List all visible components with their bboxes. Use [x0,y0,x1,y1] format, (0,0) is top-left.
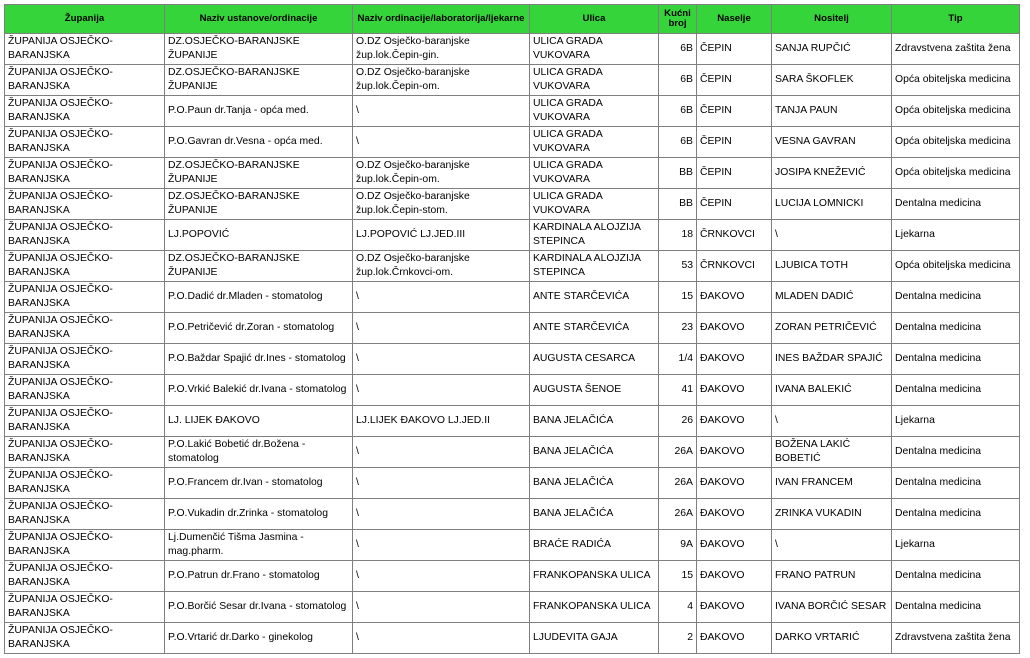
cell-kucni-broj[interactable]: BB [659,158,697,189]
column-header-zupanija: Županija [5,5,165,34]
cell-naselje[interactable]: ĐAKOVO [697,406,772,437]
cell-ulica[interactable]: FRANKOPANSKA ULICA [530,561,659,592]
cell-kucni-broj[interactable]: 6B [659,96,697,127]
cell-kucni-broj[interactable]: 2 [659,623,697,654]
cell-ulica[interactable]: BRAĆE RADIĆA [530,530,659,561]
cell-naselje[interactable]: ČEPIN [697,127,772,158]
cell-naziv-ustanove[interactable]: P.O.Gavran dr.Vesna - opća med. [165,127,353,158]
cell-nositelj[interactable]: SARA ŠKOFLEK [772,65,892,96]
cell-naziv-ordinacije[interactable]: \ [353,127,530,158]
cell-naziv-ustanove[interactable]: DZ.OSJEČKO-BARANJSKE ŽUPANIJE [165,189,353,220]
table-row [5,499,1020,530]
column-header-kucni-broj: Kućni broj [659,5,697,34]
cell-tip[interactable]: Dentalna medicina [892,561,1020,592]
cell-ulica[interactable]: BANA JELAČIĆA [530,406,659,437]
cell-naziv-ustanove[interactable]: P.O.Dadić dr.Mladen - stomatolog [165,282,353,313]
cell-tip[interactable]: Opća obiteljska medicina [892,65,1020,96]
cell-nositelj[interactable]: \ [772,530,892,561]
cell-zupanija[interactable]: ŽUPANIJA OSJEČKO-BARANJSKA [5,437,165,468]
cell-naziv-ustanove[interactable]: P.O.Vrkić Balekić dr.Ivana - stomatolog [165,375,353,406]
cell-tip[interactable]: Dentalna medicina [892,499,1020,530]
cell-naziv-ordinacije[interactable]: \ [353,375,530,406]
cell-naselje[interactable]: ĐAKOVO [697,561,772,592]
cell-naziv-ustanove[interactable]: P.O.Patrun dr.Frano - stomatolog [165,561,353,592]
cell-naziv-ordinacije[interactable]: \ [353,282,530,313]
cell-zupanija[interactable]: ŽUPANIJA OSJEČKO-BARANJSKA [5,220,165,251]
cell-naselje[interactable]: ĐAKOVO [697,592,772,623]
cell-zupanija[interactable]: ŽUPANIJA OSJEČKO-BARANJSKA [5,406,165,437]
cell-naziv-ordinacije[interactable]: \ [353,499,530,530]
cell-tip[interactable]: Ljekarna [892,406,1020,437]
cell-tip[interactable]: Zdravstvena zaštita žena [892,34,1020,65]
cell-naziv-ustanove[interactable]: DZ.OSJEČKO-BARANJSKE ŽUPANIJE [165,158,353,189]
cell-naziv-ordinacije[interactable]: O.DZ Osječko-baranjske žup.lok.Čepin-gin. [353,34,530,65]
cell-zupanija[interactable]: ŽUPANIJA OSJEČKO-BARANJSKA [5,251,165,282]
cell-naselje[interactable]: ĐAKOVO [697,313,772,344]
cell-naselje[interactable]: ČEPIN [697,34,772,65]
cell-ulica[interactable]: KARDINALA ALOJZIJA STEPINCA [530,220,659,251]
cell-zupanija[interactable]: ŽUPANIJA OSJEČKO-BARANJSKA [5,282,165,313]
cell-nositelj[interactable]: ZRINKA VUKADIN [772,499,892,530]
cell-nositelj[interactable]: INES BAŽDAR SPAJIĆ [772,344,892,375]
cell-zupanija[interactable]: ŽUPANIJA OSJEČKO-BARANJSKA [5,530,165,561]
cell-naziv-ordinacije[interactable]: O.DZ Osječko-baranjske žup.lok.Čepin-om. [353,65,530,96]
cell-naziv-ordinacije[interactable]: \ [353,561,530,592]
cell-nositelj[interactable]: LJUBICA TOTH [772,251,892,282]
table-row [5,282,1020,313]
cell-ulica[interactable]: KARDINALA ALOJZIJA STEPINCA [530,251,659,282]
table-row [5,468,1020,499]
cell-zupanija[interactable]: ŽUPANIJA OSJEČKO-BARANJSKA [5,468,165,499]
cell-kucni-broj[interactable]: 18 [659,220,697,251]
cell-nositelj[interactable]: MLADEN DADIĆ [772,282,892,313]
cell-zupanija[interactable]: ŽUPANIJA OSJEČKO-BARANJSKA [5,499,165,530]
cell-kucni-broj[interactable]: 23 [659,313,697,344]
cell-zupanija[interactable]: ŽUPANIJA OSJEČKO-BARANJSKA [5,561,165,592]
column-header-ulica: Ulica [530,5,659,34]
cell-kucni-broj[interactable]: 26A [659,468,697,499]
cell-nositelj[interactable]: DARKO VRTARIĆ [772,623,892,654]
cell-tip[interactable]: Opća obiteljska medicina [892,251,1020,282]
cell-naziv-ustanove[interactable]: DZ.OSJEČKO-BARANJSKE ŽUPANIJE [165,251,353,282]
cell-naziv-ordinacije[interactable]: \ [353,344,530,375]
cell-tip[interactable]: Opća obiteljska medicina [892,127,1020,158]
cell-naziv-ordinacije[interactable]: \ [353,468,530,499]
cell-nositelj[interactable]: IVANA BORČIĆ SESAR [772,592,892,623]
cell-ulica[interactable]: BANA JELAČIĆA [530,468,659,499]
cell-naziv-ordinacije[interactable]: \ [353,96,530,127]
cell-ulica[interactable]: ULICA GRADA VUKOVARA [530,158,659,189]
cell-zupanija[interactable]: ŽUPANIJA OSJEČKO-BARANJSKA [5,313,165,344]
column-header-nositelj: Nositelj [772,5,892,34]
cell-naselje[interactable]: ČEPIN [697,96,772,127]
cell-naziv-ustanove[interactable]: P.O.Petričević dr.Zoran - stomatolog [165,313,353,344]
cell-kucni-broj[interactable]: 41 [659,375,697,406]
cell-naselje[interactable]: ČEPIN [697,158,772,189]
cell-ulica[interactable]: ANTE STARČEVIĆA [530,313,659,344]
cell-naziv-ustanove[interactable]: P.O.Baždar Spajić dr.Ines - stomatolog [165,344,353,375]
cell-nositelj[interactable]: IVAN FRANCEM [772,468,892,499]
cell-kucni-broj[interactable]: 26A [659,437,697,468]
cell-tip[interactable]: Ljekarna [892,530,1020,561]
cell-zupanija[interactable]: ŽUPANIJA OSJEČKO-BARANJSKA [5,158,165,189]
cell-zupanija[interactable]: ŽUPANIJA OSJEČKO-BARANJSKA [5,65,165,96]
cell-naselje[interactable]: ĐAKOVO [697,375,772,406]
cell-naziv-ustanove[interactable]: LJ.POPOVIĆ [165,220,353,251]
cell-naselje[interactable]: ĐAKOVO [697,499,772,530]
cell-naselje[interactable]: ĐAKOVO [697,282,772,313]
cell-ulica[interactable]: AUGUSTA ŠENOE [530,375,659,406]
cell-naselje[interactable]: ĐAKOVO [697,623,772,654]
table-row [5,437,1020,468]
cell-naziv-ustanove[interactable]: P.O.Borčić Sesar dr.Ivana - stomatolog [165,592,353,623]
cell-kucni-broj[interactable]: BB [659,189,697,220]
cell-naziv-ordinacije[interactable]: O.DZ Osječko-baranjske žup.lok.Čepin-stom. [353,189,530,220]
cell-tip[interactable]: Dentalna medicina [892,468,1020,499]
cell-naselje[interactable]: ĐAKOVO [697,437,772,468]
table-row [5,127,1020,158]
column-header-tip: Tip [892,5,1020,34]
cell-naziv-ordinacije[interactable]: \ [353,530,530,561]
cell-tip[interactable]: Dentalna medicina [892,344,1020,375]
cell-zupanija[interactable]: ŽUPANIJA OSJEČKO-BARANJSKA [5,592,165,623]
table-row [5,623,1020,654]
cell-nositelj[interactable]: BOŽENA LAKIĆ BOBETIĆ [772,437,892,468]
table-row [5,158,1020,189]
cell-naziv-ustanove[interactable]: DZ.OSJEČKO-BARANJSKE ŽUPANIJE [165,65,353,96]
cell-tip[interactable]: Ljekarna [892,220,1020,251]
cell-naziv-ordinacije[interactable]: \ [353,623,530,654]
cell-ulica[interactable]: ULICA GRADA VUKOVARA [530,127,659,158]
cell-tip[interactable]: Dentalna medicina [892,282,1020,313]
cell-tip[interactable]: Dentalna medicina [892,375,1020,406]
cell-nositelj[interactable]: JOSIPA KNEŽEVIĆ [772,158,892,189]
column-header-naziv-ordinacije: Naziv ordinacije/laboratorija/ljekarne [353,5,530,34]
table-row [5,251,1020,282]
cell-naziv-ordinacije[interactable]: LJ.LIJEK ĐAKOVO LJ.JED.II [353,406,530,437]
cell-kucni-broj[interactable]: 26 [659,406,697,437]
cell-naziv-ordinacije[interactable]: O.DZ Osječko-baranjske žup.lok.Čepin-om. [353,158,530,189]
cell-ulica[interactable]: LJUDEVITA GAJA [530,623,659,654]
cell-zupanija[interactable]: ŽUPANIJA OSJEČKO-BARANJSKA [5,127,165,158]
cell-naselje[interactable]: ĐAKOVO [697,344,772,375]
cell-kucni-broj[interactable]: 6B [659,127,697,158]
table-row [5,313,1020,344]
cell-ulica[interactable]: ULICA GRADA VUKOVARA [530,189,659,220]
cell-kucni-broj[interactable]: 26A [659,499,697,530]
cell-ulica[interactable]: FRANKOPANSKA ULICA [530,592,659,623]
cell-tip[interactable]: Dentalna medicina [892,313,1020,344]
cell-naselje[interactable]: ĐAKOVO [697,468,772,499]
cell-zupanija[interactable]: ŽUPANIJA OSJEČKO-BARANJSKA [5,189,165,220]
table-row [5,220,1020,251]
cell-kucni-broj[interactable]: 53 [659,251,697,282]
table-row [5,189,1020,220]
cell-zupanija[interactable]: ŽUPANIJA OSJEČKO-BARANJSKA [5,344,165,375]
table-row [5,375,1020,406]
cell-kucni-broj[interactable]: 15 [659,282,697,313]
cell-ulica[interactable]: ULICA GRADA VUKOVARA [530,65,659,96]
cell-ulica[interactable]: ANTE STARČEVIĆA [530,282,659,313]
cell-naselje[interactable]: ČEPIN [697,189,772,220]
cell-ulica[interactable]: ULICA GRADA VUKOVARA [530,96,659,127]
cell-kucni-broj[interactable]: 9A [659,530,697,561]
cell-naziv-ordinacije[interactable]: \ [353,437,530,468]
cell-tip[interactable]: Dentalna medicina [892,437,1020,468]
cell-naziv-ustanove[interactable]: LJ. LIJEK ĐAKOVO [165,406,353,437]
cell-naziv-ustanove[interactable]: P.O.Paun dr.Tanja - opća med. [165,96,353,127]
cell-naziv-ustanove[interactable]: P.O.Vukadin dr.Zrinka - stomatolog [165,499,353,530]
cell-naselje[interactable]: ČRNKOVCI [697,220,772,251]
cell-ulica[interactable]: AUGUSTA CESARCA [530,344,659,375]
table-row [5,530,1020,561]
cell-nositelj[interactable]: ZORAN PETRIČEVIĆ [772,313,892,344]
cell-naziv-ustanove[interactable]: P.O.Vrtarić dr.Darko - ginekolog [165,623,353,654]
cell-kucni-broj[interactable]: 6B [659,65,697,96]
cell-naziv-ustanove[interactable]: P.O.Francem dr.Ivan - stomatolog [165,468,353,499]
column-header-naziv-ustanove: Naziv ustanove/ordinacije [165,5,353,34]
cell-zupanija[interactable]: ŽUPANIJA OSJEČKO-BARANJSKA [5,34,165,65]
cell-ulica[interactable]: BANA JELAČIĆA [530,437,659,468]
cell-nositelj[interactable]: TANJA PAUN [772,96,892,127]
column-header-naselje: Naselje [697,5,772,34]
table-row [5,34,1020,65]
cell-zupanija[interactable]: ŽUPANIJA OSJEČKO-BARANJSKA [5,375,165,406]
table-row [5,561,1020,592]
cell-naziv-ordinacije[interactable]: LJ.POPOVIĆ LJ.JED.III [353,220,530,251]
cell-naziv-ustanove[interactable]: Lj.Dumenčić Tišma Jasmina - mag.pharm. [165,530,353,561]
cell-kucni-broj[interactable]: 1/4 [659,344,697,375]
table-row [5,96,1020,127]
cell-tip[interactable]: Opća obiteljska medicina [892,96,1020,127]
cell-nositelj[interactable]: VESNA GAVRAN [772,127,892,158]
cell-tip[interactable]: Dentalna medicina [892,189,1020,220]
cell-ulica[interactable]: ULICA GRADA VUKOVARA [530,34,659,65]
cell-naselje[interactable]: ČRNKOVCI [697,251,772,282]
cell-ulica[interactable]: BANA JELAČIĆA [530,499,659,530]
cell-naziv-ordinacije[interactable]: O.DZ Osječko-baranjske žup.lok.Črnkovci-om. [353,251,530,282]
institutions-table [4,4,1020,654]
table-row [5,592,1020,623]
cell-naziv-ustanove[interactable]: P.O.Lakić Bobetić dr.Božena - stomatolog [165,437,353,468]
cell-nositelj[interactable]: \ [772,406,892,437]
cell-nositelj[interactable]: IVANA BALEKIĆ [772,375,892,406]
header-row [5,5,1020,34]
cell-tip[interactable]: Opća obiteljska medicina [892,158,1020,189]
cell-naziv-ordinacije[interactable]: \ [353,592,530,623]
cell-naselje[interactable]: ČEPIN [697,65,772,96]
cell-kucni-broj[interactable]: 15 [659,561,697,592]
cell-naselje[interactable]: ĐAKOVO [697,530,772,561]
cell-kucni-broj[interactable]: 6B [659,34,697,65]
cell-zupanija[interactable]: ŽUPANIJA OSJEČKO-BARANJSKA [5,623,165,654]
cell-nositelj[interactable]: \ [772,220,892,251]
cell-nositelj[interactable]: SANJA RUPČIĆ [772,34,892,65]
cell-nositelj[interactable]: FRANO PATRUN [772,561,892,592]
cell-nositelj[interactable]: LUCIJA LOMNICKI [772,189,892,220]
cell-tip[interactable]: Dentalna medicina [892,592,1020,623]
table-row [5,344,1020,375]
cell-zupanija[interactable]: ŽUPANIJA OSJEČKO-BARANJSKA [5,96,165,127]
cell-naziv-ustanove[interactable]: DZ.OSJEČKO-BARANJSKE ŽUPANIJE [165,34,353,65]
table-row [5,65,1020,96]
cell-naziv-ordinacije[interactable]: \ [353,313,530,344]
table-row [5,406,1020,437]
cell-kucni-broj[interactable]: 4 [659,592,697,623]
cell-tip[interactable]: Zdravstvena zaštita žena [892,623,1020,654]
